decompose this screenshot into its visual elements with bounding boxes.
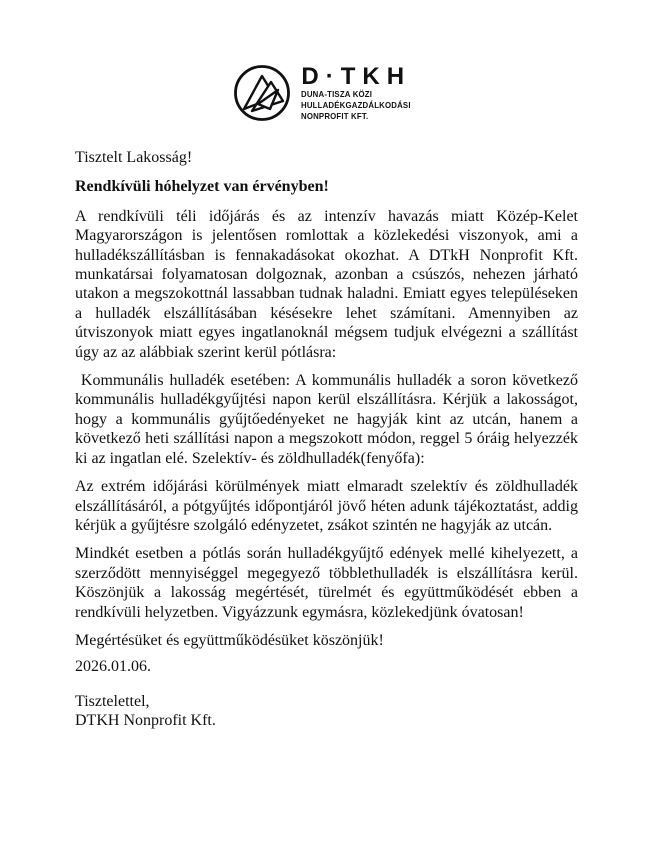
signature-company: DTKH Nonprofit Kft. bbox=[75, 712, 216, 730]
signature-block bbox=[75, 692, 578, 731]
company-logo bbox=[232, 63, 420, 123]
paragraph-extra-waste: Mindkét esetben a pótlás során hulladékgyűjtő edények mellé kihelyezett, a szerződött mennyiséggel megegyező többlethulladék is elszállításra kerül. Köszönjük a lakosság megértését, türelmét és együttműködését ebben a rendkívüli helyzetben. Vigyázzunk egymásra, közlekedjünk óvatosan! bbox=[75, 545, 578, 621]
logo-triangles-circle-icon bbox=[232, 63, 292, 123]
paragraph-communal-waste: Kommunális hulladék esetében: A kommunális hulladék a soron következő kommunális hulladékgyűjtési napon kerül elszállításra. Kérjük a lakosságot, hogy a kommunális gyűjtőedényeket ne hagyják kint az utcán, hanem a következő heti szállítási napon a megszokott módon, reggel 5 óráig helyezzék ki az ingatlan elé. Szelektív- és zöldhulladék(fenyőfa): bbox=[75, 372, 578, 467]
signoff: Tisztelettel, bbox=[75, 692, 150, 710]
letter-body bbox=[75, 148, 578, 731]
logo-text bbox=[301, 64, 420, 122]
logo-name-line-2: HULLADÉKGAZDÁLKODÁSI bbox=[301, 100, 412, 110]
letter-date: 2026.01.06. bbox=[75, 658, 151, 676]
salutation: Tisztelt Lakosság! bbox=[75, 149, 193, 166]
document-header bbox=[0, 0, 653, 123]
logo-name-line-3: NONPROFIT KFT. bbox=[301, 111, 369, 121]
paragraph-weather-delays: A rendkívüli téli időjárás és az intenzív havazás miatt Közép-Kelet Magyarországon is jelentősen romlottak a közlekedési viszonyok, ami a hulladékszállításban is fennakadásokat okozhat. A DTkH Nonprofit Kft. munkatársai folyamatosan dolgoznak, azonban a csúszós, nehezen járható utakon a megszokottnál lassabban tudnak haladni. Emiatt egyes településeken a hulladék elszállításában késésekre lehet számítani. Amennyiben az útviszonyok miatt egyes ingatlanoknál mégsem tudjuk elvégezni a szállítást úgy az az alábbiak szerint kerül pótlásra: bbox=[75, 207, 578, 361]
letter-headline: Rendkívüli hóhelyzet van érvényben! bbox=[75, 178, 329, 196]
logo-acronym: D·TKH bbox=[301, 63, 412, 90]
logo-name-line-1: DUNA-TISZA KÖZI bbox=[301, 89, 373, 99]
closing-thanks: Megértésüket és együttműködésüket köszönjük! bbox=[75, 631, 384, 649]
paragraph-selective-greenwaste: Az extrém időjárási körülmények miatt elmaradt szelektív és zöldhulladék elszállításáról, a pótgyűjtés időpontjáról jövő héten adunk tájékoztatást, addig kérjük a gyűjtésre szolgáló edényzetet, zsákot szintén ne hagyják az utcán. bbox=[75, 478, 578, 534]
